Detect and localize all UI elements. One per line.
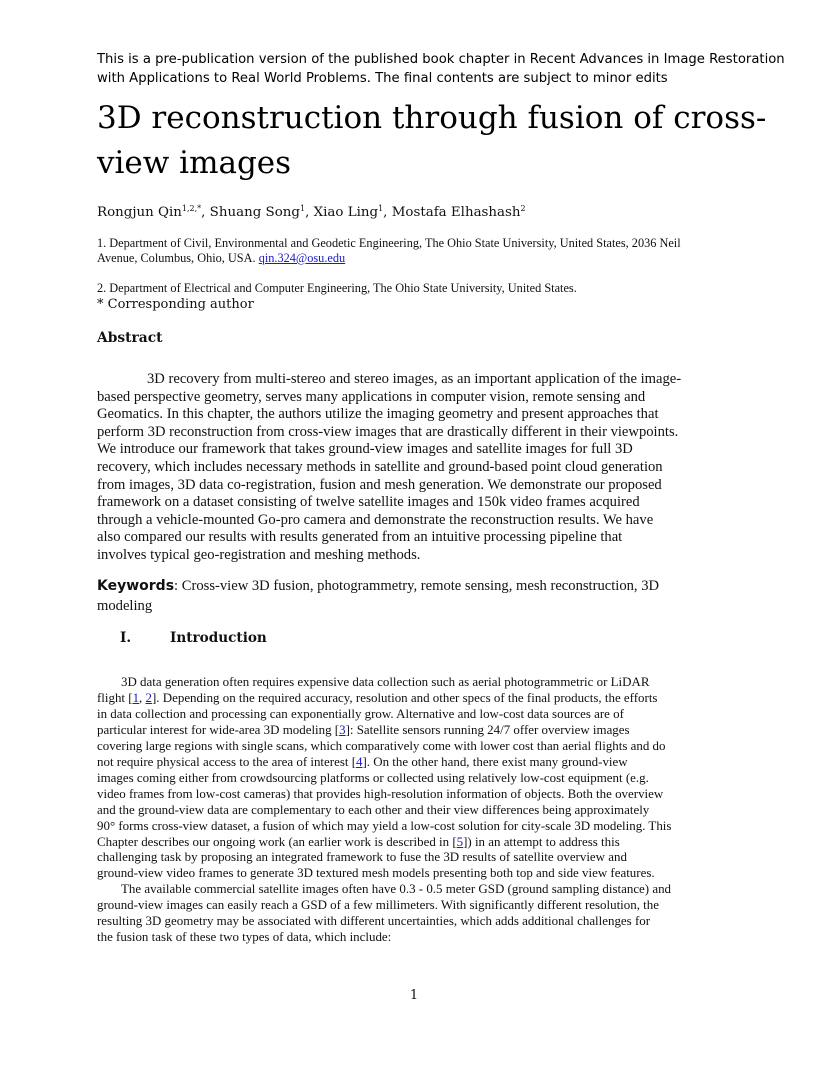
author-affiliation-mark: 1,2,* [181, 204, 202, 213]
intro-text: particular interest for wide-area 3D modeling [ [97, 721, 340, 737]
affiliation-line [97, 251, 737, 266]
affiliation-text: Avenue, Columbus, Ohio, USA. [97, 251, 259, 265]
abstract-line: perform 3D reconstruction from cross-view images that are drastically different in their viewpoints. [97, 423, 679, 440]
abstract-line: Geomatics. In this chapter, the authors utilize the imaging geometry and present approaches that [97, 406, 659, 423]
author-separator: , [305, 205, 314, 220]
affiliation-2 [97, 281, 737, 296]
keywords-line: modeling [97, 598, 153, 614]
section-title: Introduction [170, 630, 267, 646]
intro-line: video frames from low-cost cameras) that provides high-resolution information of objects. Both the overview [97, 785, 664, 801]
citation-link[interactable]: 2 [145, 689, 152, 705]
abstract-line: based perspective geometry, serves many applications in computer vision, remote sensing and [97, 388, 646, 405]
intro-text: Chapter describes our ongoing work (an earlier work is described in [ [97, 833, 457, 849]
intro-line: The available commercial satellite images often have 0.3 - 0.5 meter GSD (ground sampling distance) and [121, 881, 672, 897]
abstract-heading: Abstract [97, 330, 163, 346]
intro-line [97, 722, 737, 738]
keywords-paragraph [97, 576, 747, 616]
author-name: Rongjun Qin [97, 205, 182, 220]
intro-line: covering large regions with single scans, which comparatively come with lower cost than aerial flights and do [97, 737, 666, 753]
intro-line: the fusion task of these two types of data, which include: [97, 929, 392, 945]
page-number: 1 [409, 988, 419, 1003]
abstract-line: involves typical geo-registration and meshing methods. [97, 546, 421, 563]
citation-link[interactable]: 5 [456, 833, 464, 849]
keywords-line [97, 576, 747, 596]
abstract-line: through a vehicle-mounted Go-pro camera and demonstrate the reconstruction results. We have [97, 511, 654, 528]
abstract-line: from images, 3D data co-registration, fusion and mesh generation. We demonstrate our proposed [97, 476, 662, 493]
title-line: view images [97, 145, 292, 181]
intro-text: , [139, 689, 146, 705]
intro-line: challenging task by proposing an integrated framework to fuse the 3D results of satellite overview and [97, 849, 627, 865]
section-heading-introduction [120, 629, 267, 647]
intro-line [97, 690, 737, 706]
paper-title [97, 96, 767, 186]
keywords-label: Keywords [97, 578, 175, 594]
intro-line: and the ground-view data are complementary to each other and their view differences being approximately [97, 801, 650, 817]
abstract-line: also compared our results with results generated from an intuitive processing pipeline that [97, 529, 623, 546]
author-list [97, 200, 526, 222]
intro-text: ]: Satellite sensors running 24/7 offer overview images [345, 721, 630, 737]
corresponding-author-note: * Corresponding author [97, 297, 254, 312]
author-separator: , [383, 205, 392, 220]
affiliation-1 [97, 236, 737, 266]
intro-text: ]. Depending on the required accuracy, resolution and other specs of the final products, the efforts [151, 689, 658, 705]
intro-line [97, 754, 737, 770]
title-line: 3D reconstruction through fusion of cross- [97, 100, 767, 136]
citation-link[interactable]: 3 [339, 721, 346, 737]
abstract-body [97, 371, 747, 565]
intro-text: ]. On the other hand, there exist many ground-view [362, 753, 628, 769]
citation-link[interactable]: 4 [356, 753, 363, 769]
intro-text: flight [ [97, 689, 133, 705]
prepub-line: with Applications to Real World Problems. The final contents are subject to minor edits [97, 71, 668, 86]
intro-line: images coming either from crowdsourcing platforms or collected using relatively low-cost equipment (e.g. [97, 769, 649, 785]
intro-line [97, 834, 737, 850]
author-name: Mostafa Elhashash [391, 205, 521, 220]
author-name: Xiao Ling [313, 205, 379, 220]
prepublication-notice [97, 50, 785, 88]
abstract-line: 3D recovery from multi-stereo and stereo images, as an important application of the image- [147, 371, 682, 387]
author-affiliation-mark: 1 [378, 204, 384, 213]
author-affiliation-mark: 2 [520, 204, 526, 213]
intro-line: ground-view images can easily reach a GSD of a few millimeters. With significantly different resolution, the [97, 897, 659, 913]
affiliation-line: 1. Department of Civil, Environmental and Geodetic Engineering, The Ohio State University, United States, 2036 Neil [97, 236, 681, 250]
abstract-line: We introduce our framework that takes ground-view images and satellite images for full 3D [97, 441, 633, 458]
intro-text: ]) in an attempt to address this [463, 833, 620, 849]
author-affiliation-mark: 1 [299, 204, 306, 213]
intro-line: 3D data generation often requires expensive data collection such as aerial photogrammetric or LiDAR [121, 674, 650, 689]
intro-text: not require physical access to the area of interest [ [97, 753, 356, 769]
email-link[interactable]: qin.324@osu.edu [258, 251, 346, 265]
citation-link[interactable]: 1 [132, 689, 140, 705]
introduction-body [97, 674, 737, 945]
intro-line: in data collection and processing can exponentially grow. Alternative and low-cost data sources are of [97, 705, 624, 721]
prepub-line: This is a pre-publication version of the published book chapter in Recent Advances in Image Restoration [97, 52, 785, 67]
intro-line: ground-view video frames to generate 3D textured mesh models presenting both top and side view features. [97, 865, 655, 881]
affiliation-line: 2. Department of Electrical and Computer Engineering, The Ohio State University, United States. [97, 281, 577, 295]
abstract-line: framework on a dataset consisting of twelve satellite images and 150k video frames acquired [97, 494, 640, 511]
intro-line: 90° forms cross-view dataset, a fusion of which may yield a low-cost solution for city-scale 3D modeling. This [97, 817, 672, 833]
intro-line: resulting 3D geometry may be associated with different uncertainties, which adds additional challenges for [97, 913, 651, 929]
abstract-line: recovery, which includes necessary methods in satellite and ground-based point cloud generation [97, 458, 663, 475]
section-number: I. [120, 630, 132, 646]
author-name: Shuang Song [209, 205, 300, 220]
keywords-text: : Cross-view 3D fusion, photogrammetry, remote sensing, mesh reconstruction, 3D [174, 578, 660, 594]
author-separator: , [201, 205, 210, 220]
